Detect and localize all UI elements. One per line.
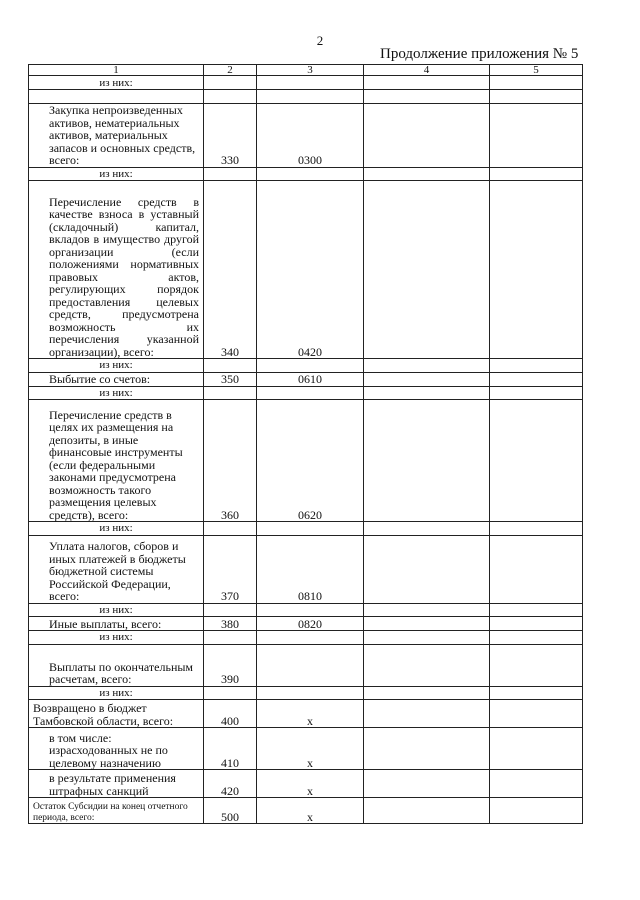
table-row xyxy=(29,700,583,728)
table-row xyxy=(29,631,583,645)
subitem-label: из них: xyxy=(29,386,204,400)
row-label: в результате применения штрафных санкций xyxy=(29,770,204,798)
table-row xyxy=(29,798,583,824)
row-code: 390 xyxy=(204,644,257,686)
header-cell: 2 xyxy=(204,65,257,76)
table-row xyxy=(29,644,583,686)
subitem-label: из них: xyxy=(29,359,204,373)
row-kosgu: 0420 xyxy=(257,181,364,359)
row-label: Возвращено в бюджет Тамбовской области, всего: xyxy=(29,700,204,728)
header-cell: 3 xyxy=(257,65,364,76)
row-kosgu: х xyxy=(257,728,364,770)
table-row xyxy=(29,400,583,522)
row-label: Выбытие со счетов: xyxy=(29,372,204,386)
row-label: Перечисление средств в целях их размещения на депозиты, в иные финансовые инструменты (если федеральными законами предусмотрена возможность такого размещения целевых средств), всего: xyxy=(29,400,204,522)
header-cell: 4 xyxy=(364,65,490,76)
table-row xyxy=(29,181,583,359)
table-row xyxy=(29,770,583,798)
row-code: 350 xyxy=(204,372,257,386)
row-code: 360 xyxy=(204,400,257,522)
row-kosgu: 0820 xyxy=(257,617,364,631)
header-cell: 1 xyxy=(29,65,204,76)
row-kosgu: 0810 xyxy=(257,535,364,603)
table-row xyxy=(29,104,583,168)
page-number: 2 xyxy=(316,33,324,48)
row-code: 400 xyxy=(204,700,257,728)
row-label: Остаток Субсидии на конец отчетного периода, всего: xyxy=(29,798,204,824)
subitem-label: из них: xyxy=(29,631,204,645)
table-row xyxy=(29,90,583,104)
table-row xyxy=(29,372,583,386)
subitem-label: из них: xyxy=(29,76,204,90)
subitem-label: из них: xyxy=(29,522,204,536)
row-label: Перечисление средств в качестве взноса в уставный (складочный) капитал, вкладов в имущество другой организации (если положениями нормативных правовых актов, регулирующих порядок предоставления целевых средств, предусмотрена возможность их перечисления указанной организации), всего: xyxy=(29,181,204,359)
report-table xyxy=(28,64,583,824)
header-cell: 5 xyxy=(490,65,583,76)
row-kosgu: 0610 xyxy=(257,372,364,386)
table-header-row xyxy=(29,65,583,76)
row-kosgu: х xyxy=(257,798,364,824)
row-code: 370 xyxy=(204,535,257,603)
subitem-label: из них: xyxy=(29,686,204,700)
table-row xyxy=(29,167,583,181)
row-label: Выплаты по окончательным расчетам, всего: xyxy=(29,644,204,686)
row-code: 380 xyxy=(204,617,257,631)
row-label: в том числе: израсходованных не по целевому назначению xyxy=(29,728,204,770)
table-row xyxy=(29,359,583,373)
table-row xyxy=(29,686,583,700)
table-row xyxy=(29,603,583,617)
row-code: 500 xyxy=(204,798,257,824)
row-kosgu: х xyxy=(257,770,364,798)
row-code: 330 xyxy=(204,104,257,168)
table-row xyxy=(29,522,583,536)
subitem-label: из них: xyxy=(29,167,204,181)
table-row xyxy=(29,535,583,603)
subitem-label: из них: xyxy=(29,603,204,617)
row-kosgu xyxy=(257,644,364,686)
row-code: 410 xyxy=(204,728,257,770)
row-kosgu: 0300 xyxy=(257,104,364,168)
row-label: Закупка непроизведенных активов, нематериальных активов, материальных запасов и основных средств, всего: xyxy=(29,104,204,168)
row-label: Уплата налогов, сборов и иных платежей в бюджеты бюджетной системы Российской Федерации, всего: xyxy=(29,535,204,603)
table-row xyxy=(29,617,583,631)
table-row xyxy=(29,728,583,770)
row-kosgu: х xyxy=(257,700,364,728)
row-kosgu: 0620 xyxy=(257,400,364,522)
row-code: 420 xyxy=(204,770,257,798)
row-code: 340 xyxy=(204,181,257,359)
appendix-title: Продолжение приложения № 5 xyxy=(380,46,579,62)
table-row xyxy=(29,386,583,400)
row-label: Иные выплаты, всего: xyxy=(29,617,204,631)
table-row xyxy=(29,76,583,90)
